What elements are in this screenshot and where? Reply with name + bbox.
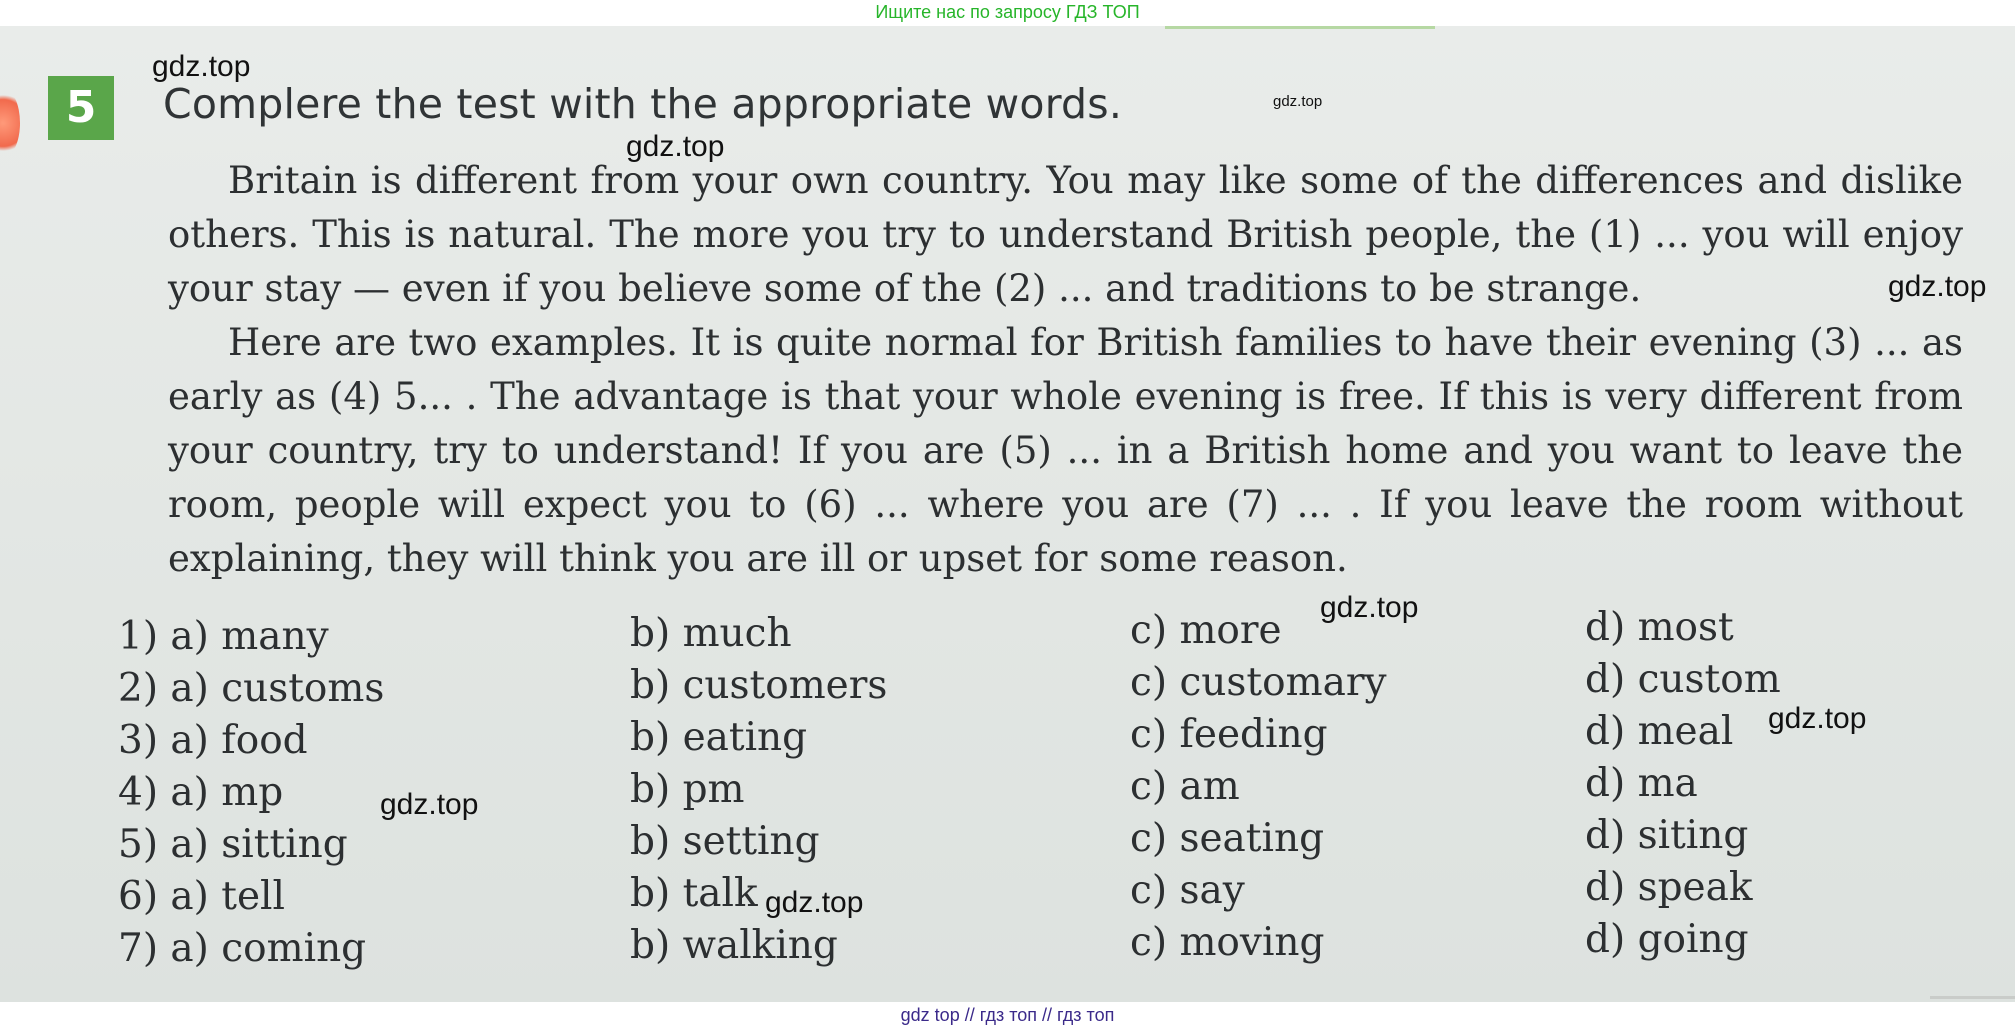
question-7-option-c: c) moving — [1130, 920, 1325, 965]
question-7-option-b: b) walking — [630, 923, 838, 968]
question-3-option-b: b) eating — [630, 715, 808, 760]
question-6-option-a: 6) a) tell — [118, 874, 285, 919]
question-5-option-c: c) seating — [1130, 816, 1325, 861]
decorative-burst-icon — [0, 88, 20, 158]
question-4-option-d: d) ma — [1585, 761, 1698, 806]
question-6-option-d: d) speak — [1585, 865, 1753, 910]
paragraph-1: Britain is different from your own country. You may like some of the differences and dislike others. This is natural. The more you try to understand British people, the (1) ... you will enjoy your stay — even if you believe some of the (2) ... and traditions to be strange. — [168, 159, 1963, 310]
watermark: gdz.top — [626, 130, 725, 163]
watermark: gdz.top — [152, 50, 251, 83]
watermark: gdz.top — [1888, 270, 1987, 303]
exercise-title: Complere the test with the appropriate words. — [163, 80, 1123, 128]
question-1-option-d: d) most — [1585, 605, 1734, 650]
question-5-option-b: b) setting — [630, 819, 820, 864]
exercise-number-badge: 5 — [48, 76, 114, 140]
watermark: gdz.top — [380, 788, 479, 821]
watermark: gdz.top — [1320, 591, 1419, 624]
question-2-option-c: c) customary — [1130, 660, 1387, 705]
question-2-option-b: b) customers — [630, 663, 888, 708]
question-6-option-c: c) say — [1130, 868, 1245, 913]
watermark: gdz.top — [1273, 93, 1323, 110]
top-banner[interactable]: Ищите нас по запросу ГДЗ ТОП — [0, 0, 2015, 26]
question-1-option-b: b) much — [630, 611, 792, 656]
question-4-option-b: b) pm — [630, 767, 745, 812]
question-7-option-a: 7) a) coming — [118, 926, 367, 971]
question-1-option-c: c) more — [1130, 608, 1282, 653]
watermark: gdz.top — [765, 886, 864, 919]
question-3-option-a: 3) a) food — [118, 718, 308, 763]
paragraph-2: Here are two examples. It is quite normal for British families to have their evening (3) ... as early as (4) 5... . The advantage is that your whole evening is free. If this is very different from your country, try to understand! If you are (5) ... in a British home and you want to leave the room, people will expect you to (6) ... where you are (7) ... . If you leave the room without explaining, they will think you are ill or upset for some reason. — [168, 321, 1963, 580]
question-5-option-d: d) siting — [1585, 813, 1749, 858]
question-5-option-a: 5) a) sitting — [118, 822, 348, 867]
question-4-option-c: c) am — [1130, 764, 1240, 809]
header-rule — [1165, 26, 1435, 29]
question-2-option-a: 2) a) customs — [118, 666, 385, 711]
textbook-page — [0, 26, 2015, 1002]
exercise-text — [168, 154, 1963, 586]
question-6-option-b: b) talk — [630, 871, 758, 916]
watermark: gdz.top — [1768, 702, 1867, 735]
question-2-option-d: d) custom — [1585, 657, 1781, 702]
question-7-option-d: d) going — [1585, 917, 1749, 962]
bottom-banner[interactable]: gdz top // гдз топ // гдз топ — [0, 1002, 2015, 1029]
question-4-option-a: 4) a) mp — [118, 770, 284, 815]
question-3-option-d: d) meal — [1585, 709, 1734, 754]
question-3-option-c: c) feeding — [1130, 712, 1328, 757]
question-1-option-a: 1) a) many — [118, 614, 329, 659]
footer-rule — [1930, 996, 2015, 999]
